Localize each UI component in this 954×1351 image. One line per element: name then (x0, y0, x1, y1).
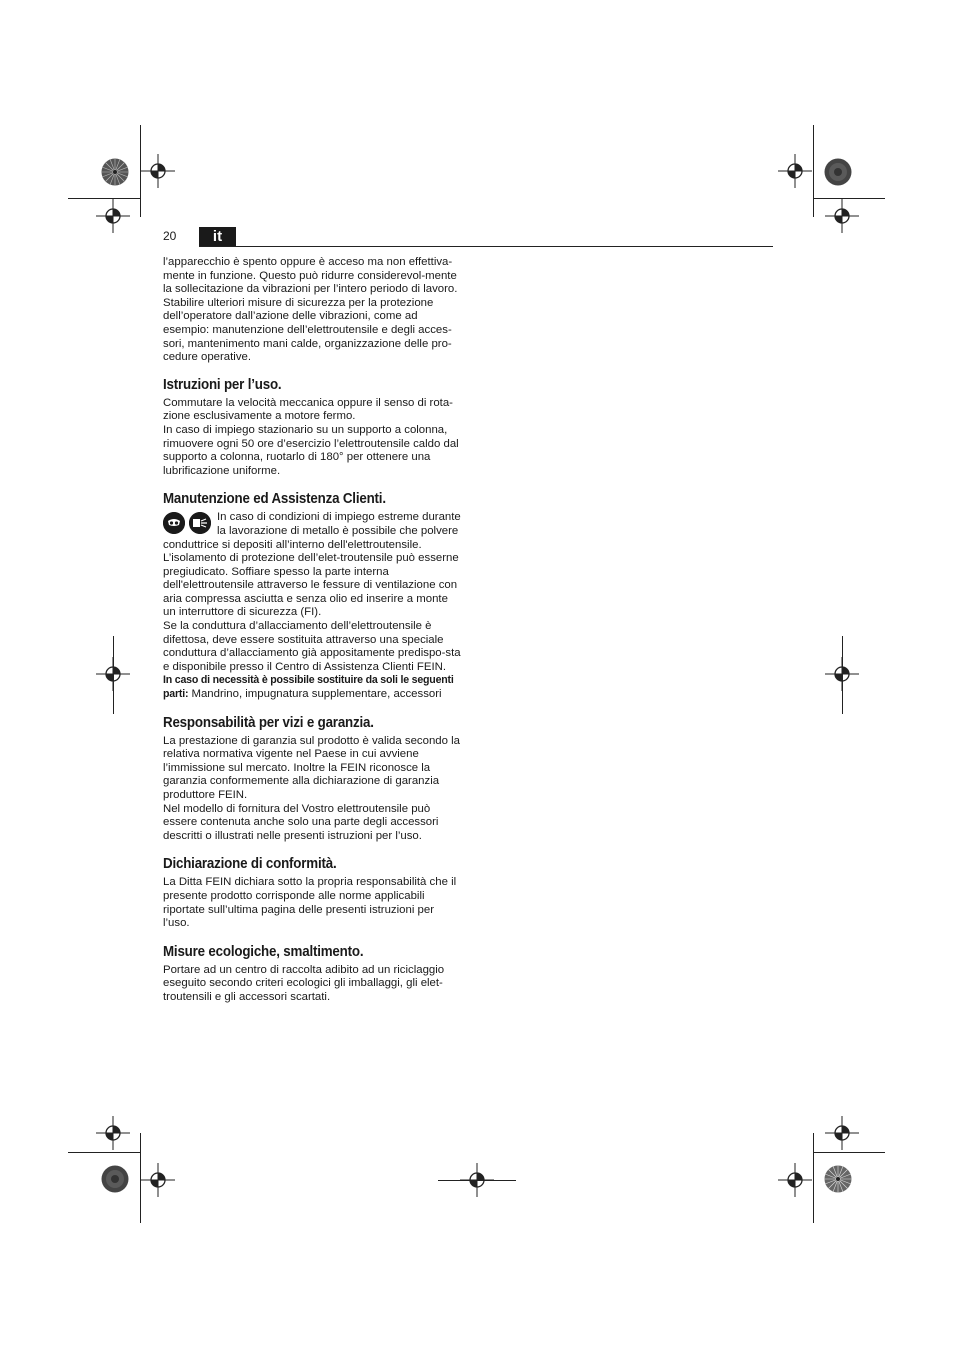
registration-mark-icon (141, 154, 175, 188)
crop-line (68, 1152, 140, 1153)
registration-mark-icon (96, 199, 130, 233)
registration-mark-icon (778, 154, 812, 188)
maintenance-block (163, 511, 461, 620)
star-target-icon (824, 1165, 852, 1193)
eye-protection-icon (163, 512, 185, 534)
warranty-paragraph: La prestazione di garanzia sul prodotto è valida secondo la relativa normativa vigente nel Paese in cui avviene l’immissione sul mercato. Inoltre la FEIN riconosce la garanzia conformemente alla dichiarazione di garanzia produttore FEIN. (163, 734, 460, 801)
conformity-paragraph: La Ditta FEIN dichiara sotto la propria responsabilità che il presente prodotto corrisponde alle norme applicabili riportate sull’ultima pagina delle presenti istruzioni per l’uso. (163, 876, 457, 930)
disposal-paragraph: Portare ad un centro di raccolta adibito ad un riciclaggio eseguito secondo criteri ecologici gli imballaggi, gli elet-troutensili e gli accessori scartati. (163, 963, 445, 1003)
registration-mark-icon (825, 1116, 859, 1150)
language-tab: it (199, 227, 236, 247)
crop-line (813, 1133, 814, 1223)
section-heading-warranty: Responsabilità per vizi e garanzia. (163, 714, 374, 731)
crop-line (113, 636, 114, 714)
usage-paragraph: Commutare la velocità meccanica oppure il senso di rota-zione esclusivamente a motore fermo. (163, 396, 453, 423)
compressed-air-icon (189, 512, 211, 534)
intro-paragraph: Stabilire ulteriori misure di sicurezza per la protezione dell’operatore dall’azione delle vibrazioni, come ad esempio: manutenzione dell’elettroutensile e degli acces-sori, mantenimento mani calde, organizzazione delle pro-cedure operative. (163, 296, 452, 364)
registration-mark-icon (141, 1163, 175, 1197)
intro-paragraph: l’apparecchio è spento oppure è acceso ma non effettiva-mente in funzione. Questo può ridurre considerevol-mente la sollecitazione da vibrazioni per l’intero periodo di lavoro. (163, 256, 458, 296)
parts-lead-in: In caso di necessità è possibile sostituire da soli le seguenti parti: (163, 674, 454, 701)
section-heading-conformity: Dichiarazione di conformità. (163, 856, 337, 873)
maintenance-paragraph: Se la conduttura d’allacciamento dell’elettroutensile è difettosa, deve essere sostituita attraverso una speciale conduttura d’allacciamento già appositamente predispo-sta e disponibile presso il Centro di Assistenza Clienti FEIN. (163, 620, 461, 673)
warranty-paragraph: Nel modello di fornitura del Vostro elettroutensile può essere contenuta anche solo una parte degli accessori descritti o illustrati nelle presenti istruzioni per l’uso. (163, 802, 439, 842)
registration-mark-icon (96, 1116, 130, 1150)
star-target-icon (101, 158, 129, 186)
parts-list: Mandrino, impugnatura supplementare, accessori (188, 688, 442, 701)
star-target-icon (101, 1165, 129, 1193)
registration-mark-icon (825, 199, 859, 233)
crop-line (813, 1152, 885, 1153)
section-heading-maintenance: Manutenzione ed Assistenza Clienti. (163, 491, 386, 508)
section-heading-usage: Istruzioni per l’uso. (163, 376, 282, 393)
crop-line (438, 1180, 516, 1181)
crop-line (842, 636, 843, 714)
text-column (163, 256, 461, 1005)
star-target-icon (824, 158, 852, 186)
section-heading-disposal: Misure ecologiche, smaltimento. (163, 943, 364, 960)
registration-mark-icon (778, 1163, 812, 1197)
crop-line (813, 125, 814, 217)
maintenance-parts-paragraph (163, 674, 461, 701)
maintenance-paragraph: In caso di condizioni di impiego estreme durante la lavorazione di metallo è possibile che polvere conduttrice si depositi all’interno dell'elettroutensile. L’isolamento di protezione dell’elet-troutensile può esserne pregiudicato. Soffiare spesso la parte interna dell'elettroutensile attraverso le fessure di ventilazione con aria compressa asciutta e senza olio ed inserire a monte un interruttore di sicurezza (FI). (163, 511, 461, 619)
header-rule (199, 246, 773, 247)
page-number: 20 (163, 229, 177, 243)
usage-paragraph: In caso di impiego stazionario su un supporto a colonna, rimuovere ogni 50 ore d’esercizio l’elettroutensile caldo dal supporto a colonna, ruotarlo di 180° per ottenere una lubrificazione uniforme. (163, 423, 459, 477)
pictogram-group (163, 512, 215, 536)
